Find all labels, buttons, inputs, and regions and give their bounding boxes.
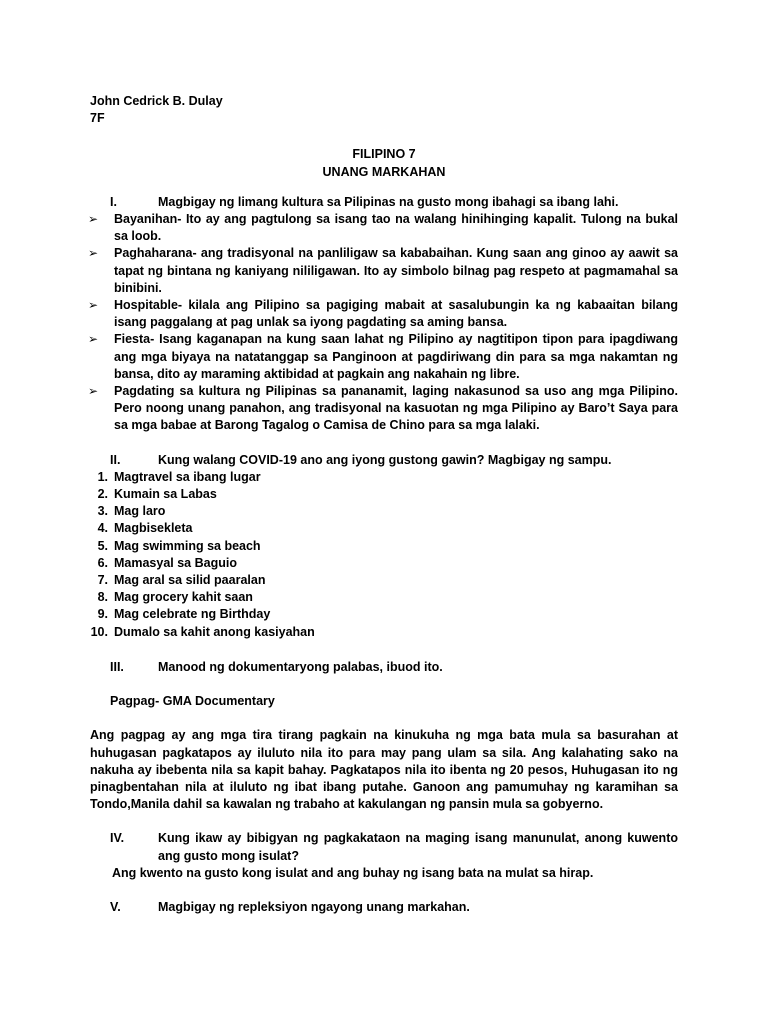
- list-item: [90, 211, 678, 245]
- list-item: [90, 589, 678, 606]
- author-section: 7F: [90, 111, 105, 126]
- list-item: [90, 572, 678, 589]
- culture-item-text: Bayanihan- Ito ay ang pagtulong sa isang tao na walang hinihinging kapalit. Tulong na bukal sa loob.: [114, 212, 678, 244]
- culture-item-text: Pagdating sa kultura ng Pilipinas sa pananamit, laging nakasunod sa uso ang mga Pilipino. Pero noong unang panahon, ang tradisyonal na kasuotan ng mga Pilipino ay Baro’t Saya para sa mga babae at Barong Tagalog o Camisa de Chino para sa mga lalaki.: [114, 384, 678, 433]
- section-5-numeral: V.: [110, 899, 121, 914]
- arrow-bullet-icon: ➢: [88, 298, 99, 313]
- item-number: 6.: [97, 555, 108, 570]
- quarter-title: UNANG MARKAHAN: [322, 164, 446, 179]
- section-5-question: [90, 899, 678, 916]
- item-number: 10.: [90, 624, 108, 639]
- arrow-bullet-icon: ➢: [88, 246, 99, 261]
- author-name: John Cedrick B. Dulay: [90, 94, 223, 108]
- culture-list: [90, 211, 678, 435]
- item-number: 7.: [97, 573, 108, 588]
- list-item: [90, 538, 678, 555]
- item-number: 5.: [97, 538, 108, 553]
- list-item: [90, 486, 678, 503]
- list-item: [90, 469, 678, 486]
- culture-item-text: Fiesta- Isang kaganapan na kung saan lahat ng Pilipino ay nagtitipon tipon para ipagdiwang ang mga biyaya na natatanggap sa Panginoon at pagdiriwang din para sa mga nakamtan ng bansa, dito ay maraming aktibidad at pagkain ang nakahain ng libre.: [114, 332, 678, 381]
- list-item: [90, 624, 678, 641]
- activity-text: Mag laro: [114, 504, 166, 519]
- list-item: [90, 606, 678, 623]
- section-3-question: [90, 659, 678, 676]
- section-4-numeral: IV.: [110, 831, 125, 846]
- section-2-numeral: II.: [110, 452, 121, 467]
- activity-text: Mag aral sa silid paaralan: [114, 573, 266, 588]
- document-title: [90, 146, 678, 180]
- item-number: 4.: [97, 521, 108, 536]
- activity-text: Magbisekleta: [114, 521, 193, 536]
- item-number: 2.: [97, 487, 108, 502]
- culture-item-text: Paghaharana- ang tradisyonal na panliligaw sa kababaihan. Kung saan ang ginoo ay aawit sa tapat ng bintana ng kaniyang nililigawan. Ito ay simbolo bilnag pag respeto at pagmamahal sa binibini.: [114, 246, 678, 295]
- list-item: [90, 297, 678, 331]
- item-number: 8.: [97, 590, 108, 605]
- section-1-question: [90, 194, 678, 211]
- subject-title: FILIPINO 7: [352, 147, 416, 162]
- activity-text: Mag swimming sa beach: [114, 538, 261, 553]
- list-item: [90, 503, 678, 520]
- activity-text: Mamasyal sa Baguio: [114, 555, 237, 570]
- item-number: 3.: [97, 504, 108, 519]
- list-item: [90, 555, 678, 572]
- list-item: [90, 520, 678, 537]
- list-item: [90, 245, 678, 297]
- activity-text: Mag grocery kahit saan: [114, 590, 253, 605]
- activity-text: Mag celebrate ng Birthday: [114, 607, 271, 622]
- activity-text: Magtravel sa ibang lugar: [114, 469, 261, 484]
- documentary-summary: Ang pagpag ay ang mga tira tirang pagkain na kinukuha ng mga bata mula sa basurahan at huhugasan pagkatapos ay iluluto nila ito para may pang ulam sa sila. Ang kalahating sako na nakuha ay ibebenta nila sa kapit bahay. Pagkatapos nila ito ibenta ng 20 pesos, Huhugasan ito ng pinagbentahan nila at iluluto ng ibat ibang putahe. Ganoon ang pamumuhay ng karamihan sa Tondo,Manila dahil sa kawalan ng trabaho at kakulangan ng pansin mula sa gobyerno.: [90, 728, 678, 812]
- item-number: 9.: [97, 607, 108, 622]
- author-block: [90, 93, 678, 127]
- section-2-question: [90, 452, 678, 469]
- item-number: 1.: [97, 469, 108, 484]
- section-3-question-text: Manood ng dokumentaryong palabas, ibuod ito.: [158, 659, 443, 674]
- arrow-bullet-icon: ➢: [88, 384, 99, 399]
- arrow-bullet-icon: ➢: [88, 332, 99, 347]
- section-1-question-text: Magbigay ng limang kultura sa Pilipinas na gusto mong ibahagi sa ibang lahi.: [158, 194, 619, 209]
- section-2-question-text: Kung walang COVID-19 ano ang iyong gustong gawin? Magbigay ng sampu.: [158, 452, 612, 467]
- activity-text: Dumalo sa kahit anong kasiyahan: [114, 624, 315, 639]
- section-4-question-text: Kung ikaw ay bibigyan ng pagkakataon na maging isang manunulat, anong kuwento ang gusto mong isulat?: [158, 831, 678, 863]
- activity-list: [90, 469, 678, 641]
- activity-text: Kumain sa Labas: [114, 487, 217, 502]
- culture-item-text: Hospitable- kilala ang Pilipino sa pagiging mabait at sasalubungin ka ng kabaaitan bilang isang paggalang at pag unlak sa iyong pagdating sa aming bansa.: [114, 298, 678, 330]
- list-item: [90, 331, 678, 383]
- section-5-question-text: Magbigay ng repleksiyon ngayong unang markahan.: [158, 899, 470, 914]
- section-1-numeral: I.: [110, 194, 117, 209]
- arrow-bullet-icon: ➢: [88, 212, 99, 227]
- list-item: [90, 383, 678, 435]
- section-3-numeral: III.: [110, 659, 124, 674]
- section-4-answer: Ang kwento na gusto kong isulat and ang buhay ng isang bata na mulat sa hirap.: [112, 865, 594, 880]
- section-4-question: [90, 830, 678, 864]
- documentary-title: Pagpag- GMA Documentary: [110, 694, 275, 709]
